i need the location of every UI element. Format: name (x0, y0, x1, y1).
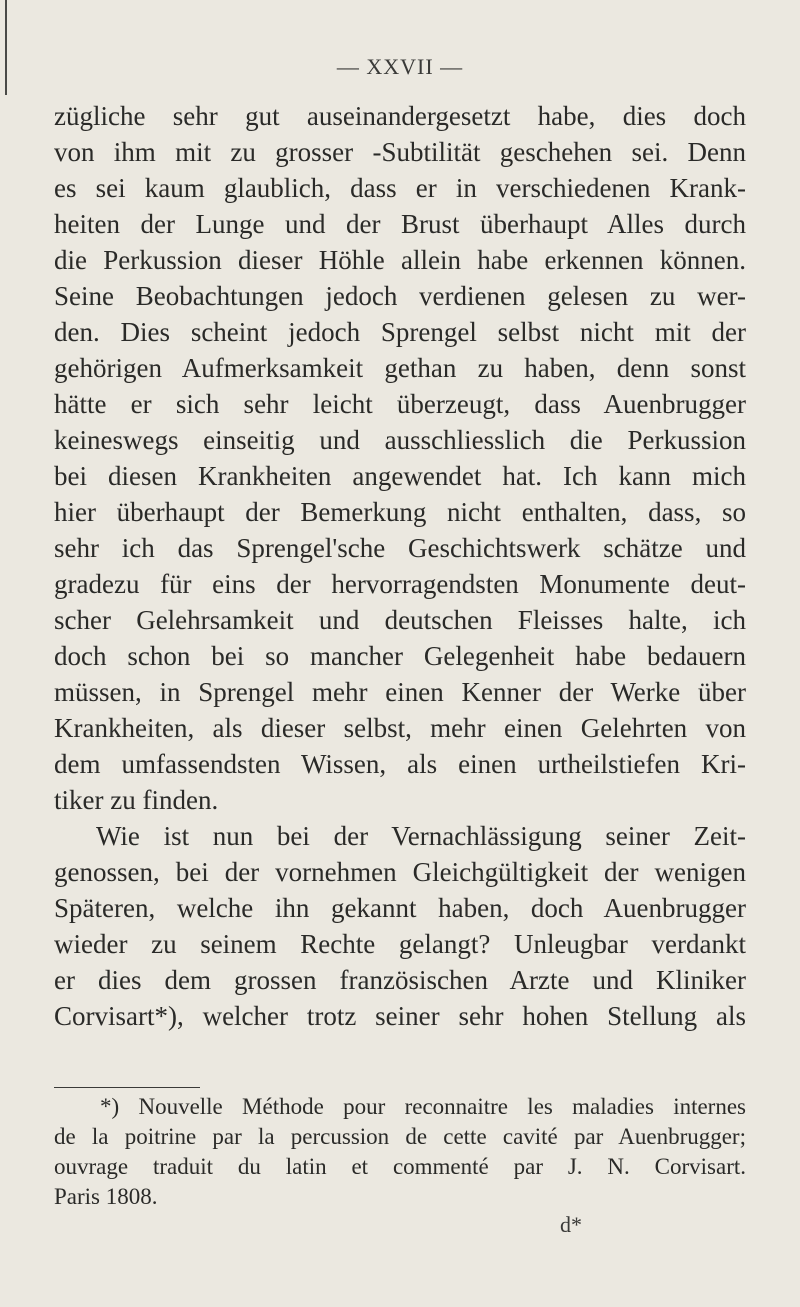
page-number-header: — XXVII — (336, 54, 464, 79)
text-line: Seine Beobachtungen jedoch verdienen gelesen zu wer- (54, 281, 746, 311)
footnote-line: Paris 1808. (54, 1184, 158, 1209)
text-line: den. Dies scheint jedoch Sprengel selbst nicht mit der (54, 317, 746, 347)
page-edge-line (5, 0, 7, 95)
text-line: Späteren, welche ihn gekannt haben, doch Auenbrugger (54, 893, 746, 923)
text-line: hätte er sich sehr leicht überzeugt, dass Auenbrugger (54, 389, 746, 419)
text-line: Corvisart*), welcher trotz seiner sehr hohen Stellung als (54, 1001, 746, 1031)
paragraph-start-line: Wie ist nun bei der Vernachlässigung seiner Zeit- (96, 821, 746, 851)
text-line: zügliche sehr gut auseinandergesetzt habe, dies doch (54, 101, 746, 131)
text-line: dem umfassendsten Wissen, als einen urtheilstiefen Kri- (54, 749, 746, 779)
footnote-line: *) Nouvelle Méthode pour reconnaitre les maladies internes (100, 1094, 746, 1119)
text-line: gradezu für eins der hervorragendsten Monumente deut- (54, 569, 746, 599)
text-line: gehörigen Aufmerksamkeit gethan zu haben, denn sonst (54, 353, 746, 383)
text-line: hier überhaupt der Bemerkung nicht enthalten, dass, so (54, 497, 746, 527)
text-line: er dies dem grossen französischen Arzte und Kliniker (54, 965, 746, 995)
text-line: keineswegs einseitig und ausschliesslich die Perkussion (54, 425, 746, 455)
text-line: scher Gelehrsamkeit und deutschen Fleisses halte, ich (54, 605, 746, 635)
printer-signature-mark: d* (560, 1212, 582, 1237)
text-line: genossen, bei der vornehmen Gleichgültigkeit der wenigen (54, 857, 746, 887)
text-line: heiten der Lunge und der Brust überhaupt Alles durch (54, 209, 746, 239)
text-line: müssen, in Sprengel mehr einen Kenner der Werke über (54, 677, 746, 707)
footnote-separator (54, 1087, 200, 1088)
text-line: wieder zu seinem Rechte gelangt? Unleugbar verdankt (54, 929, 746, 959)
text-line: von ihm mit zu grosser -Subtilität geschehen sei. Denn (54, 137, 746, 167)
text-line: doch schon bei so mancher Gelegenheit habe bedauern (54, 641, 746, 671)
footnote-line: ouvrage traduit du latin et commenté par J. N. Corvisart. (54, 1154, 746, 1179)
text-line: bei diesen Krankheiten angewendet hat. Ich kann mich (54, 461, 746, 491)
text-line: tiker zu finden. (54, 785, 219, 815)
text-line: Krankheiten, als dieser selbst, mehr einen Gelehrten von (54, 713, 746, 743)
text-line: es sei kaum glaublich, dass er in verschiedenen Krank- (54, 173, 746, 203)
footnote-line: de la poitrine par la percussion de cette cavité par Auenbrugger; (54, 1124, 746, 1149)
text-line: sehr ich das Sprengel'sche Geschichtswerk schätze und (54, 533, 746, 563)
text-line: die Perkussion dieser Höhle allein habe erkennen können. (54, 245, 746, 275)
